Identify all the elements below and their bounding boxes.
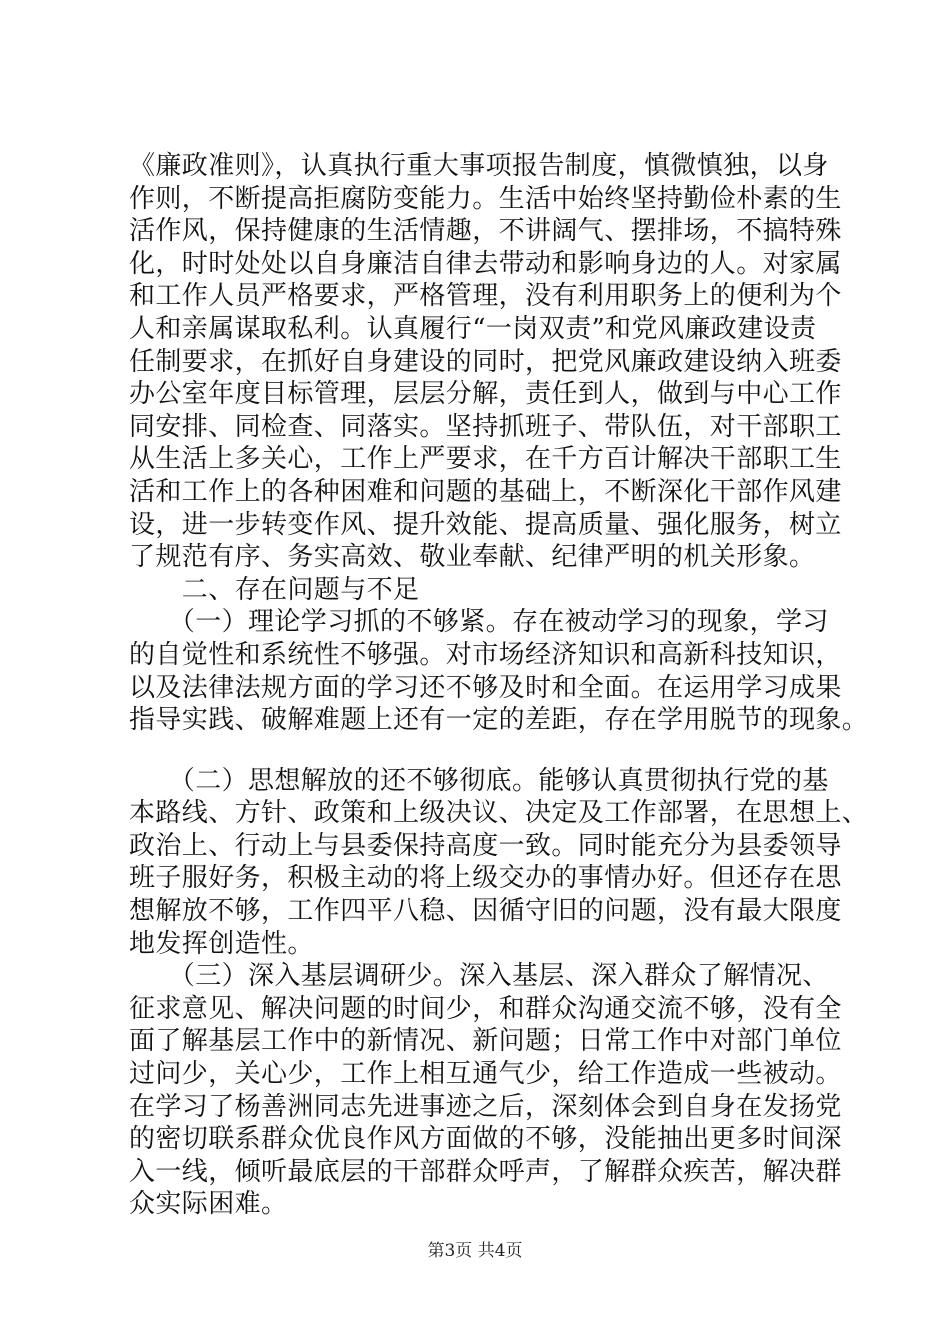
text-line: 化，时时处处以自身廉洁自律去带动和影响身边的人。对家属 <box>129 248 842 279</box>
text-line: 同安排、同检查、同落实。坚持抓班子、带队伍，对干部职工 <box>129 411 842 442</box>
text-line: 政治上、行动上与县委保持高度一致。同时能充分为县委领导 <box>129 830 842 861</box>
text-line: （一）理论学习抓的不够紧。存在被动学习的现象，学习 <box>129 607 829 638</box>
text-line: 地发挥创造性。 <box>129 928 314 959</box>
text-line: 任制要求，在抓好自身建设的同时，把党风廉政建设纳入班委 <box>129 346 842 377</box>
text-line: 的密切联系群众优良作风方面做的不够，没能抽出更多时间深 <box>129 1124 842 1155</box>
text-line: 了规范有序、务实高效、敬业奉献、纪律严明的机关形象。 <box>129 542 816 573</box>
text-line: 班子服好务，积极主动的将上级交办的事情办好。但还存在思 <box>129 863 842 894</box>
text-line: 办公室年度目标管理，层层分解，责任到人，做到与中心工作 <box>129 379 842 410</box>
text-line: 人和亲属谋取私利。认真履行“一岗双责”和党风廉政建设责 <box>129 313 817 344</box>
text-line: （三）深入基层调研少。深入基层、深入群众了解情况、 <box>129 961 829 992</box>
text-line: 过问少，关心少，工作上相互通气少，给工作造成一些被动。 <box>129 1059 842 1090</box>
text-line: 本路线、方针、政策和上级决议、决定及工作部署，在思想上、 <box>129 798 869 829</box>
section-heading: 二、存在问题与不足 <box>129 574 420 605</box>
text-line: 活和工作上的各种困难和问题的基础上，不断深化干部作风建 <box>129 476 842 507</box>
document-body <box>129 150 869 1221</box>
text-line: 入一线，倾听最底层的干部群众呼声，了解群众疾苦，解决群 <box>129 1156 842 1187</box>
text-line: 《廉政准则》，认真执行重大事项报告制度，慎微慎独，以身 <box>129 151 829 181</box>
text-line: 和工作人员严格要求，严格管理，没有利用职务上的便利为个 <box>129 281 842 312</box>
text-line: 在学习了杨善洲同志先进事迹之后，深刻体会到自身在发扬党 <box>129 1091 842 1122</box>
text-line: 众实际困难。 <box>129 1189 288 1220</box>
text-line: 以及法律法规方面的学习还不够及时和全面。在运用学习成果 <box>129 672 842 703</box>
text-line: （二）思想解放的还不够彻底。能够认真贯彻执行党的基 <box>129 765 829 796</box>
text-line: 想解放不够，工作四平八稳、因循守旧的问题，没有最大限度 <box>129 896 842 927</box>
text-line: 面了解基层工作中的新情况、新问题；日常工作中对部门单位 <box>129 1026 842 1057</box>
text-line: 征求意见、解决问题的时间少，和群众沟通交流不够，没有全 <box>129 993 842 1024</box>
text-line: 指导实践、破解难题上还有一定的差距，存在学用脱节的现象。 <box>129 705 869 736</box>
text-line: 活作风，保持健康的生活情趣，不讲阔气、摆排场，不搞特殊 <box>129 216 842 247</box>
text-line: 设，进一步转变作风、提升效能、提高质量、强化服务，树立 <box>129 509 842 540</box>
text-line: 从生活上多关心，工作上严要求，在千方百计解决干部职工生 <box>129 444 842 475</box>
text-line: 的自觉性和系统性不够强。对市场经济知识和高新科技知识， <box>129 639 842 670</box>
blank-line <box>129 737 845 765</box>
text-line: 作则，不断提高拒腐防变能力。生活中始终坚持勤俭朴素的生 <box>129 183 842 214</box>
page-number-footer: 第3页 共4页 <box>427 1241 523 1261</box>
